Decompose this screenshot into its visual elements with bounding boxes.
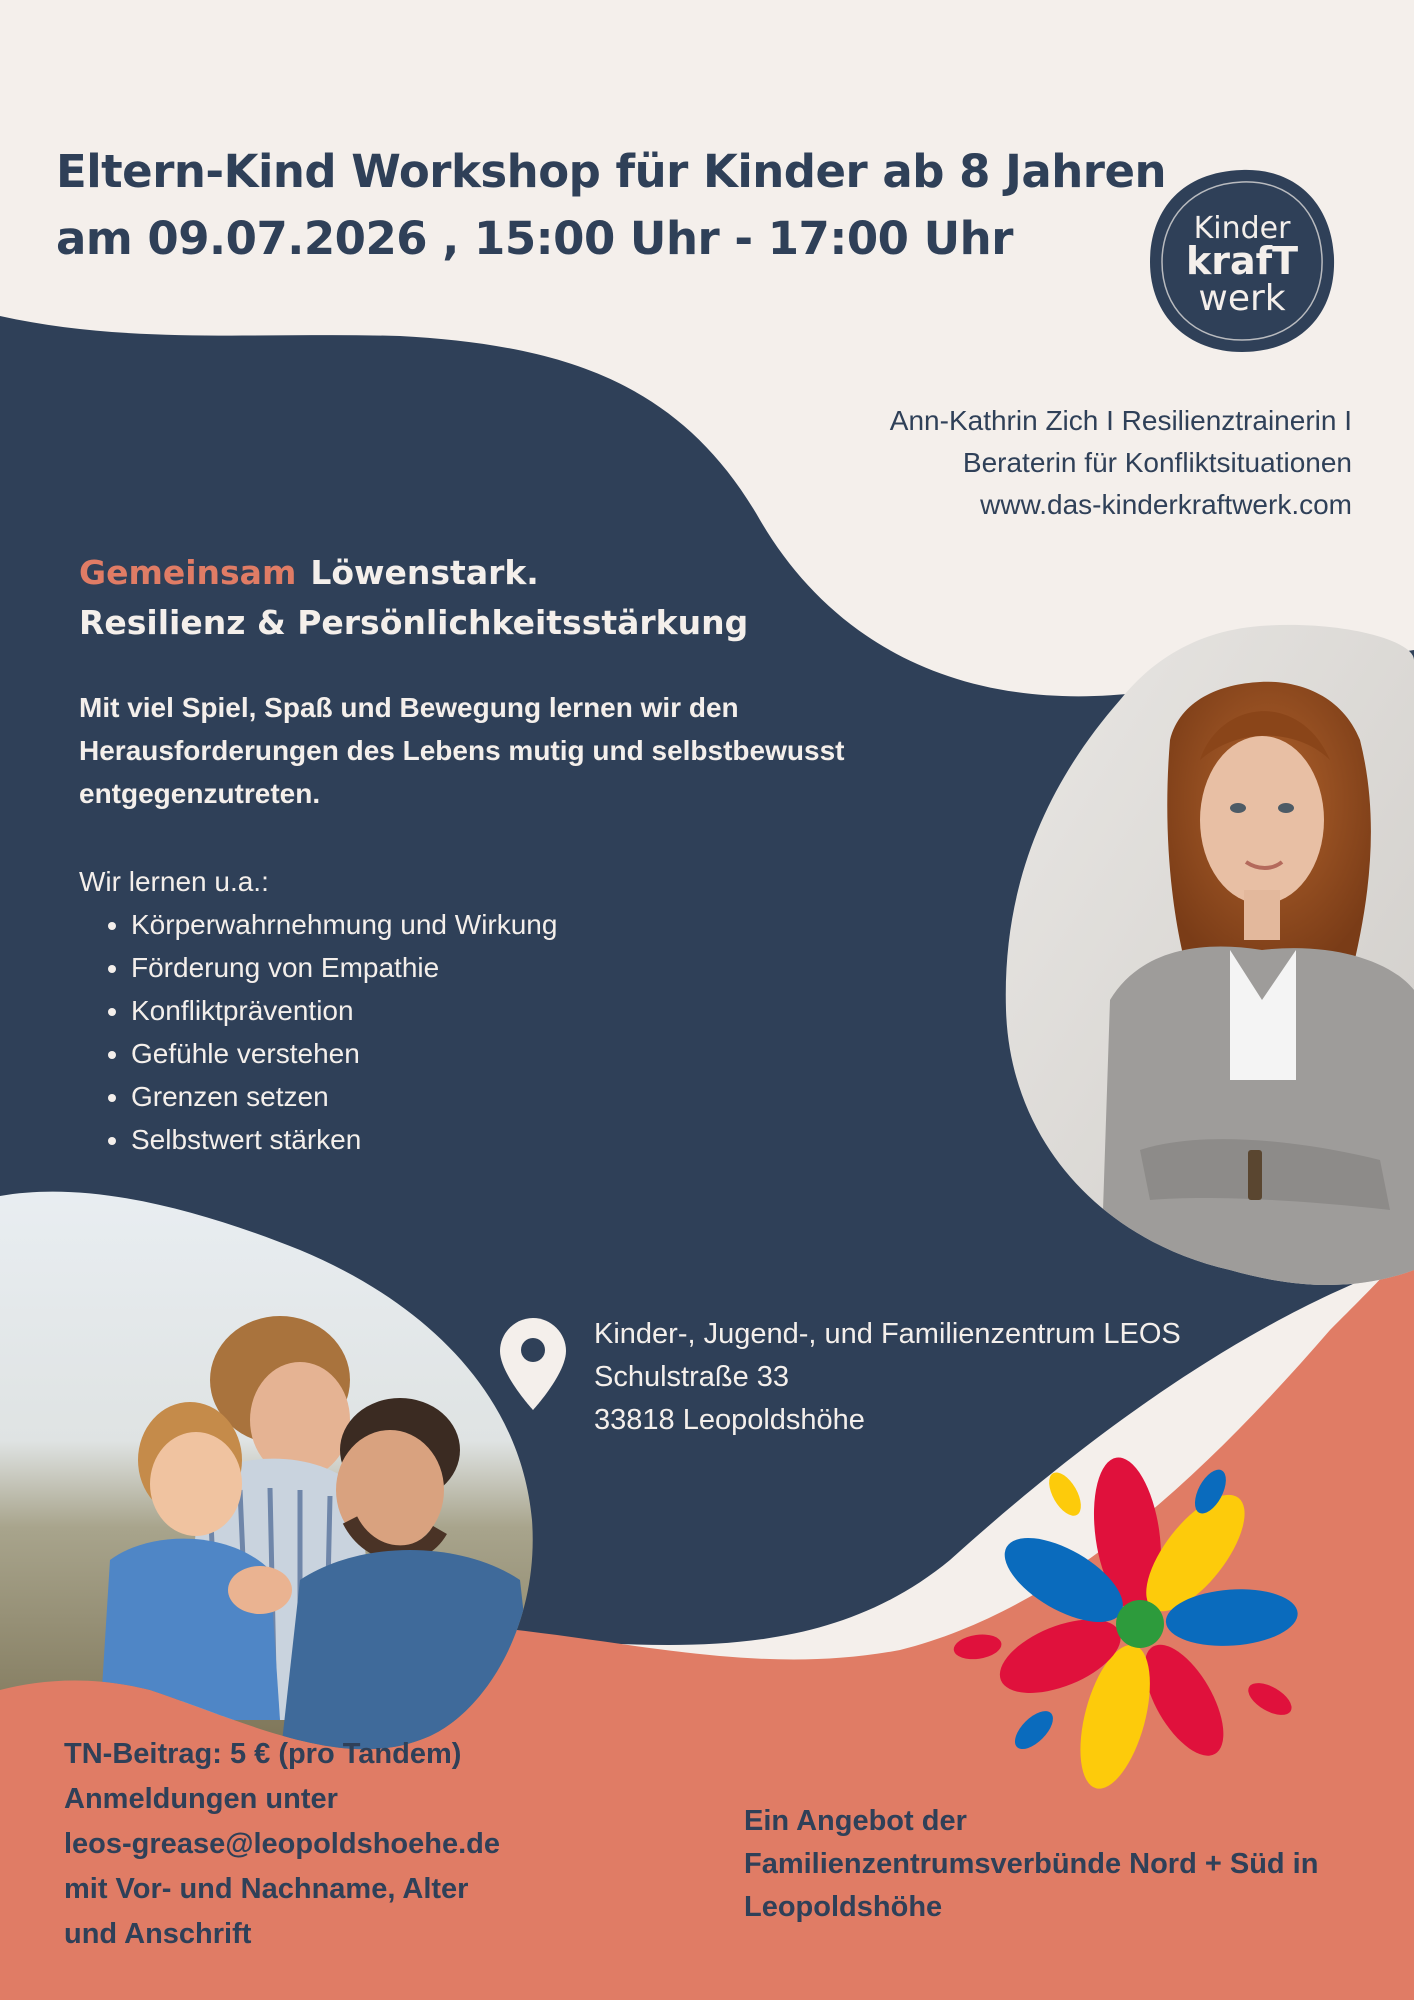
flower-graphic xyxy=(940,1436,1306,1800)
trainer-name-line: Ann-Kathrin Zich I Resilienztrainerin I xyxy=(889,405,1352,436)
offer-line-2: Familienzentrumsverbünde Nord + Süd in xyxy=(744,1848,1319,1880)
registration-line: Anmeldungen unter xyxy=(64,1783,338,1815)
title-line-2: am 09.07.2026 , 15:00 Uhr - 17:00 Uhr xyxy=(56,212,1013,265)
list-item: • Konfliktprävention xyxy=(131,989,557,1032)
page-title xyxy=(56,138,1166,272)
offer-line-3: Leopoldshöhe xyxy=(744,1891,943,1923)
headline xyxy=(79,548,748,648)
trainer-website-link[interactable]: www.das-kinderkraftwerk.com xyxy=(980,489,1352,520)
offer-info xyxy=(744,1800,1318,1929)
map-pin-icon xyxy=(498,1316,568,1412)
list-item: • Selbstwert stärken xyxy=(131,1118,557,1161)
offer-line-1: Ein Angebot der xyxy=(744,1805,967,1837)
list-item: • Förderung von Empathie xyxy=(131,946,557,989)
registration-details-line-2: und Anschrift xyxy=(64,1918,252,1950)
learning-section xyxy=(79,860,557,1161)
intro-line-2: Herausforderungen des Lebens mutig und selbstbewusst xyxy=(79,735,845,766)
kinderkraftwerk-logo xyxy=(1148,166,1336,354)
intro-line-1: Mit viel Spiel, Spaß und Bewegung lernen wir den xyxy=(79,692,739,723)
registration-email-link[interactable]: leos-grease@leopoldshoehe.de xyxy=(64,1828,501,1860)
headline-accent: Gemeinsam xyxy=(79,553,297,592)
list-item: • Körperwahrnehmung und Wirkung xyxy=(131,903,557,946)
list-item: • Grenzen setzen xyxy=(131,1075,557,1118)
location-name: Kinder-, Jugend-, und Familienzentrum LEOS xyxy=(594,1318,1181,1350)
learning-list xyxy=(79,903,557,1161)
title-line-1: Eltern-Kind Workshop für Kinder ab 8 Jahren xyxy=(56,145,1167,198)
location-address xyxy=(594,1313,1181,1442)
location-street: Schulstraße 33 xyxy=(594,1361,790,1393)
fee-line: TN-Beitrag: 5 € (pro Tandem) xyxy=(64,1738,462,1770)
learning-intro: Wir lernen u.a.: xyxy=(79,866,269,897)
intro-line-3: entgegenzutreten. xyxy=(79,778,321,809)
trainer-role-line: Beraterin für Konfliktsituationen xyxy=(962,447,1352,478)
location-city: 33818 Leopoldshöhe xyxy=(594,1404,865,1436)
trainer-info xyxy=(890,400,1352,526)
logo-line-3: werk xyxy=(1198,278,1286,319)
logo-line-2: krafT xyxy=(1185,239,1299,283)
logo-line-1: Kinder xyxy=(1193,211,1291,246)
intro-paragraph xyxy=(79,686,899,815)
headline-main: Löwenstark. xyxy=(310,553,539,592)
list-item: • Gefühle verstehen xyxy=(131,1032,557,1075)
headline-sub: Resilienz & Persönlichkeitsstärkung xyxy=(79,603,749,642)
registration-details-line: mit Vor- und Nachname, Alter xyxy=(64,1873,469,1905)
registration-info xyxy=(64,1732,500,1957)
